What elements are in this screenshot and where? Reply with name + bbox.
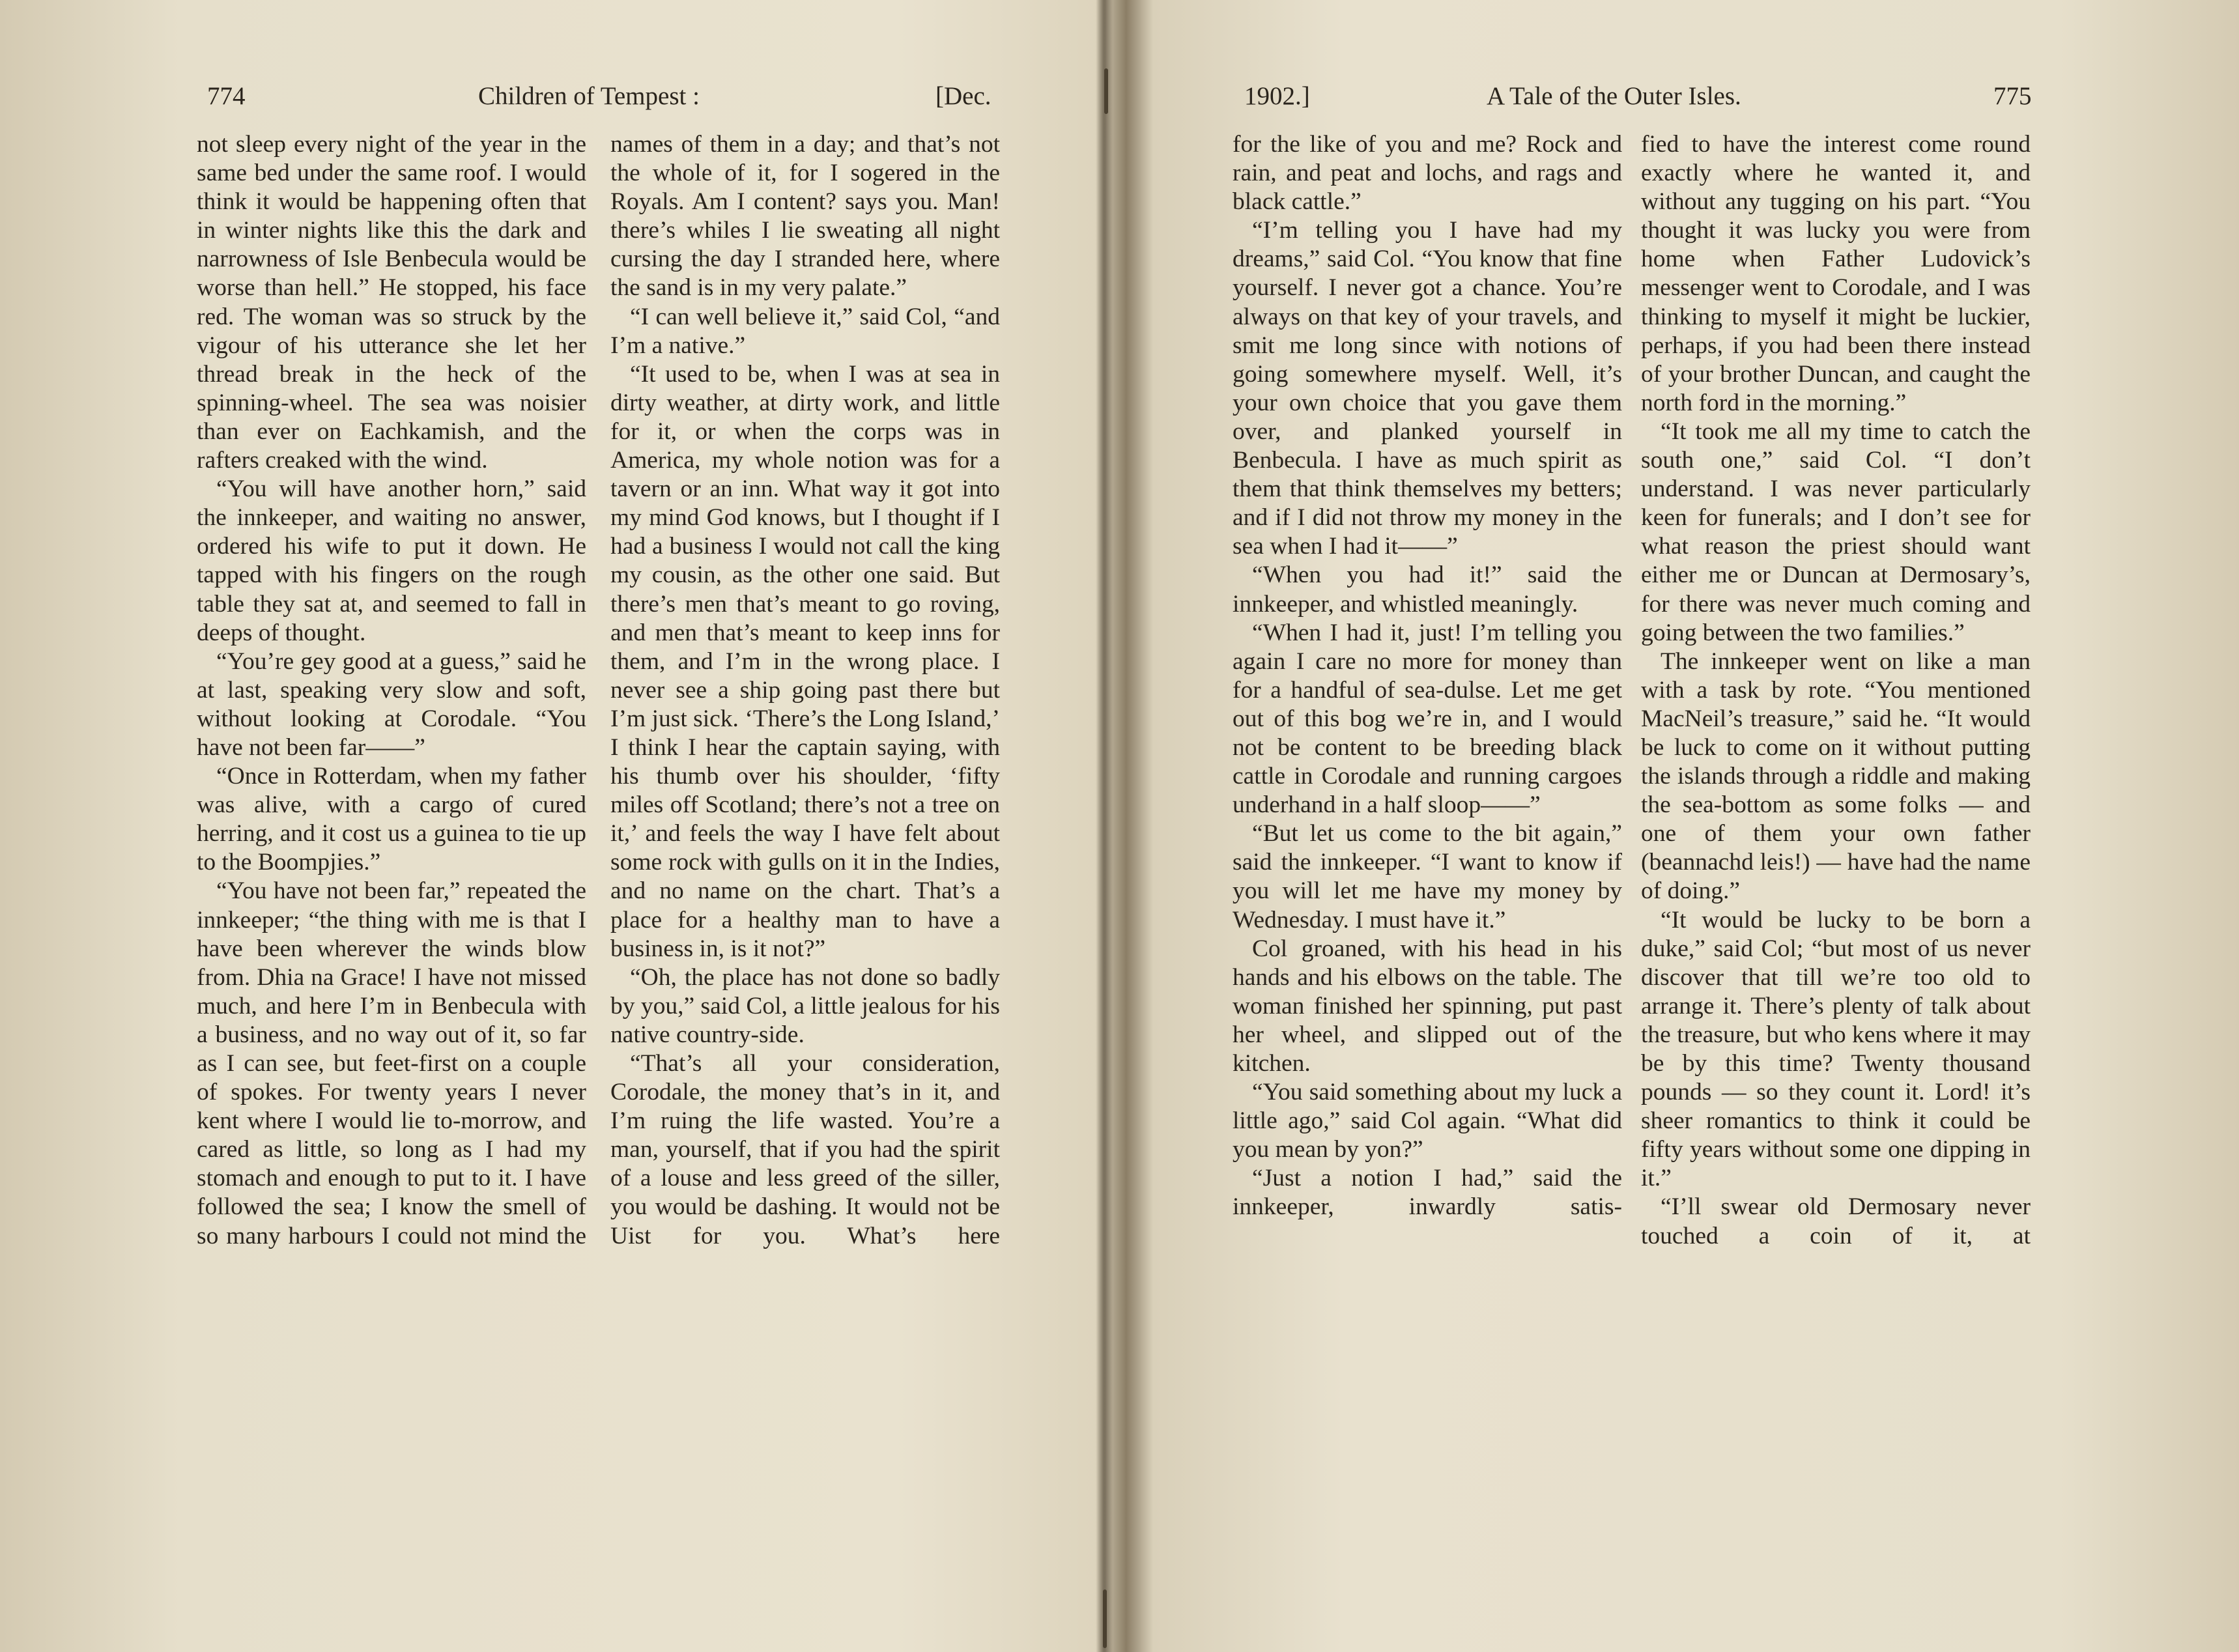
paragraph: Col groaned, with his head in his hands and his elbows on the table. The woman finished her spinning, put past her wheel, and slipped out of the kitchen. [1233,935,1622,1077]
paragraph: for the like of you and me? Rock and rain, and peat and lochs, and rags and black cattle.” [1233,131,1622,216]
paragraph: “Once in Rotterdam, when my father was alive, with a cargo of cured herring, and it cost us a guinea to tie up to the Boompjies.” [197,763,586,876]
paragraph: “It took me all my time to catch the south one,” said Col. “I don’t understand. I was never particularly keen for funerals; and I don’t see for what reason the priest should want either me or Duncan at Dermosary’s, for there was never much coming and going between the two families.” [1641,418,2031,646]
binding-thread [1103,1589,1107,1648]
paragraph: “When I had it, just! I’m telling you again I care no more for money than for a handful of sea-dulse. Let me get out of this bog we’re in, and I would not be content to be breeding black cattle in Corodale and running cargoes underhand in a half sloop——” [1233,619,1622,819]
paragraph: “Oh, the place has not done so badly by you,” said Col, a little jealous for his native country-side. [610,963,1000,1048]
paragraph: “But let us come to the bit again,” said the innkeeper. “I want to know if you will let me have my money by Wednesday. I must have it.” [1233,820,1622,933]
paragraph: “When you had it!” said the innkeeper, and whistled meaningly. [1233,562,1622,618]
paragraph: The innkeeper went on like a man with a task by rote. “You mentioned MacNeil’s treasure,” said he. “It would be luck to come on it without putting the islands through a riddle and making the sea-bottom as some folks — and one of them your own father (beannachd leis!) — have had the name of doing.” [1641,648,2031,905]
paragraph: “It would be lucky to be born a duke,” said Col; “but most of us never discover that till we’re too old to arrange it. There’s plenty of talk about the treasure, but who kens where it may be by this time? Twenty thousand pounds — so they count it. Lord! it’s sheer romantics to think it could be fifty years without some one dipping in it.” [1641,906,2031,1192]
paragraph: not sleep every night of the year in the same bed under the same roof. I would think it would be happening often that in winter nights like this the dark and narrowness of Isle Benbecula would be worse than hell.” He stopped, his face red. The woman was so struck by the vigour of his utterance she let her thread break in the heck of the spinning-wheel. The sea was noisier than ever on Eachkamish, and the rafters creaked with the wind. [197,131,586,474]
binding-thread [1104,68,1108,114]
paragraph: “You said something about my luck a little ago,” said Col again. “What did you mean by yon?” [1233,1079,1622,1163]
right-page [1113,0,2239,1652]
page-number: 774 [207,82,246,110]
paragraph: names of them in a day; and that’s not the whole of it, for I sogered in the Royals. Am I content? says you. Man! there’s whiles I lie sweating all night cursing the day I stranded here, where the sand is in my very palate.” [610,131,1000,302]
running-title: A Tale of the Outer Isles. [1487,82,1741,110]
text-column-right-1 [1233,130,1622,1563]
paragraph: “I can well believe it,” said Col, “and I’m a native.” [610,303,1000,359]
text-column-left-1 [197,130,586,1563]
text-column-left-2 [610,130,1000,1563]
paragraph: “I’ll swear old Dermosary never touched a coin of it, at [1641,1193,2031,1249]
paragraph: “You’re gey good at a guess,” said he at last, speaking very slow and soft, without looking at Corodale. “You have not been far——” [197,648,586,761]
paragraph: “It used to be, when I was at sea in dirty weather, at dirty work, and little for it, or when the corps was in America, my whole notion was for a tavern or an inn. What way it got into my mind God knows, but I thought if I had a business I would not call the king my cousin, as the other one said. But there’s men that’s meant to go roving, and men that’s meant to keep inns for them, and I’m in the wrong place. I never see a ship going past there but I’m just sick. ‘There’s the Long Island,’ I think I hear the captain saying, with his thumb over his shoulder, ‘fifty miles off Scotland; there’s not a tree on it,’ and feels the way I have felt about some rock with gulls on it in the Indies, and no name on the chart. That’s a place for a healthy man to have a business in, is it not?” [610,360,1000,962]
paragraph: “Just a notion I had,” said the innkeeper, inwardly satis- [1233,1165,1622,1221]
page-number: 775 [1993,82,2032,110]
paragraph: “You will have another horn,” said the innkeeper, and waiting no answer, ordered his wife to put it down. He tapped with his fingers on the rough table they sat at, and seemed to fall in deeps of thought. [197,476,586,646]
left-page [0,0,1101,1652]
date-mark: [Dec. [935,82,991,110]
paragraph: “I’m telling you I have had my dreams,” said Col. “You know that fine yourself. I never got a chance. You’re always on that key of your travels, and smit me long since with notions of going somewhere myself. Well, it’s your own choice that you gave them over, and planked yourself in Benbecula. I have as much spirit as them that think themselves my betters; and if I did not throw my money in the sea when I had it——” [1233,217,1622,560]
paragraph: “You have not been far,” repeated the innkeeper; “the thing with me is that I have been wherever the winds blow from. Dhia na Grace! I have not missed much, and here I’m in Benbecula with a business, and no way out of it, so far as I can see, but feet-first on a couple of spokes. For twenty years I never kent where I would lie to-morrow, and cared as little, so long as I had my stomach and enough to put to it. I have followed the sea; I know the smell of so many harbours I could not mind the [197,877,586,1249]
paragraph: fied to have the interest come round exactly where he wanted it, and without any tugging on his part. “You thought it was lucky you were from home when Father Ludovick’s messenger went to Corodale, and I was thinking to myself it might be luckier, perhaps, if you had been there instead of your brother Duncan, and caught the north ford in the morning.” [1641,131,2031,416]
paragraph: “That’s all your consideration, Corodale, the money that’s in it, and I’m ruing the life wasted. You’re a man, yourself, that if you had the spirit of a louse and less greed of the siller, you would be dashing. It would not be Uist for you. What’s here [610,1050,1000,1249]
running-title: Children of Tempest : [478,82,700,110]
text-column-right-2 [1641,130,2031,1563]
date-mark: 1902.] [1244,82,1310,110]
